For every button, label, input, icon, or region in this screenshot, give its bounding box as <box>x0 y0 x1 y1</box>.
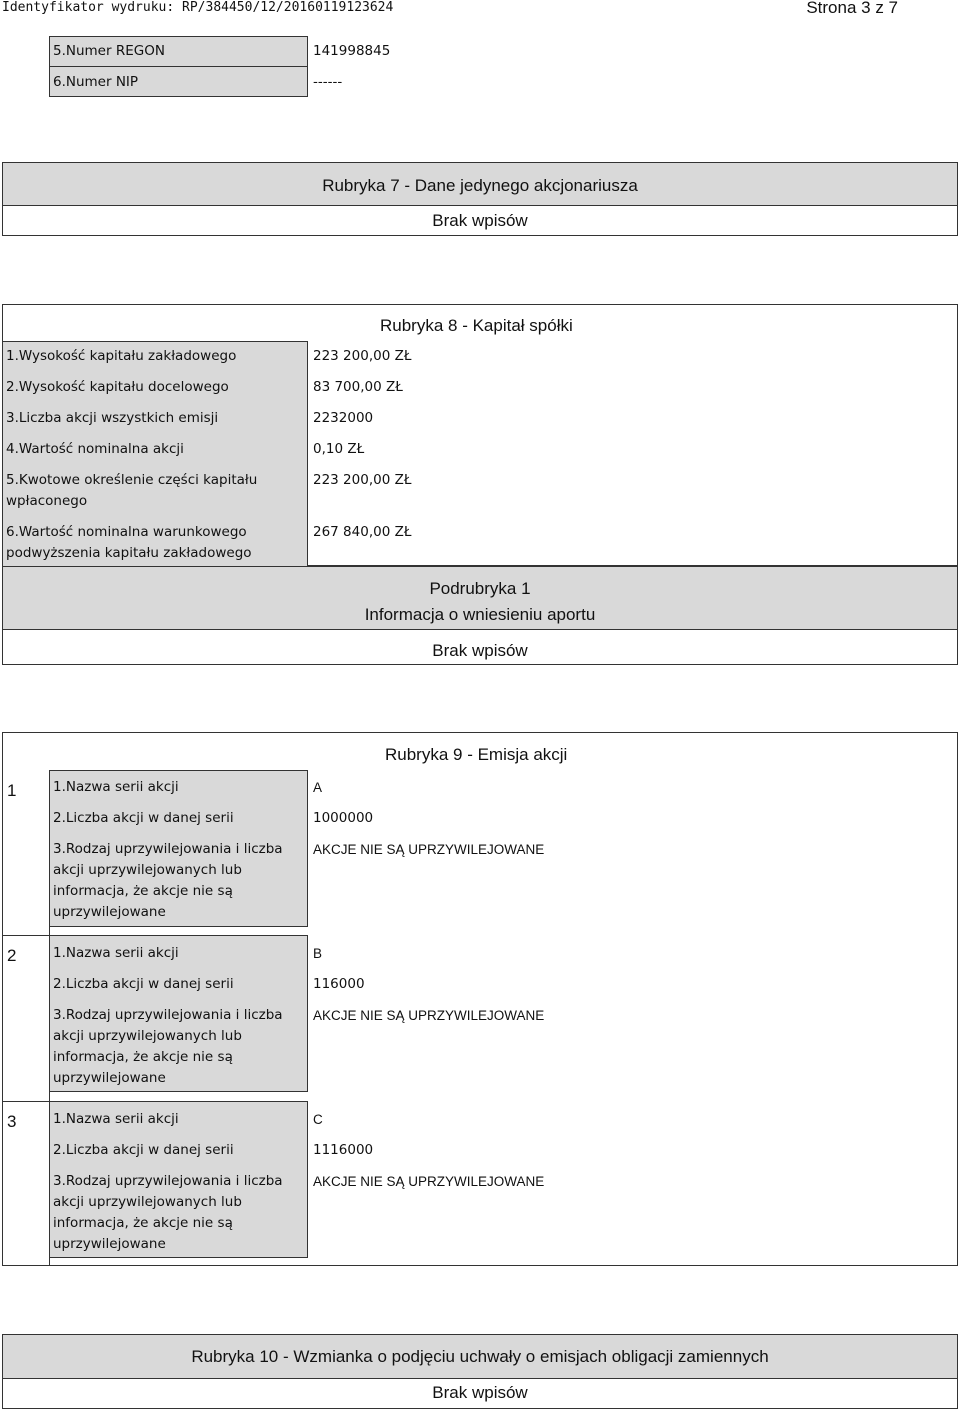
regon-label: 5.Numer REGON <box>53 43 165 59</box>
kapital-docelowy-value: 83 700,00 ZŁ <box>313 379 403 395</box>
series-3-number: 3 <box>7 1112 17 1131</box>
rubryka10-status: Brak wpisów <box>432 1383 528 1402</box>
kapital-docelowy-label: 2.Wysokość kapitału docelowego <box>6 379 229 395</box>
series-1-type-label: 3.Rodzaj uprzywilejowania i liczba akcji uprzywilejowanych lub informacja, że akcje nie są uprzywilejowane <box>53 841 283 920</box>
podrubryka1-title: Podrubryka 1 <box>429 579 531 598</box>
rubryka8-title: Rubryka 8 - Kapitał spółki <box>380 316 573 335</box>
series-2-type-label: 3.Rodzaj uprzywilejowania i liczba akcji uprzywilejowanych lub informacja, że akcje nie są uprzywilejowane <box>53 1007 283 1086</box>
series-2-count-value: 116000 <box>313 976 365 992</box>
series-3-type-value: AKCJE NIE SĄ UPRZYWILEJOWANE <box>313 1174 545 1189</box>
series-1-name-value: A <box>313 780 323 795</box>
series-1-count-value: 1000000 <box>313 810 374 826</box>
print-identifier: Identyfikator wydruku: RP/384450/12/20160119123624 <box>2 0 394 15</box>
series-1-count-label: 2.Liczba akcji w danej serii <box>53 810 234 826</box>
series-2-count-label: 2.Liczba akcji w danej serii <box>53 976 234 992</box>
series-1-type-value: AKCJE NIE SĄ UPRZYWILEJOWANE <box>313 842 545 857</box>
series-divider <box>2 1101 50 1102</box>
series-1-name-label: 1.Nazwa serii akcji <box>53 779 179 795</box>
rubryka7-status: Brak wpisów <box>432 211 528 230</box>
series-3-count-value: 1116000 <box>313 1142 374 1158</box>
kapital-zakladowy-label: 1.Wysokość kapitału zakładowego <box>6 348 237 364</box>
podrubryka1-subtitle: Informacja o wniesieniu aportu <box>364 605 596 624</box>
regon-value: 141998845 <box>313 43 391 59</box>
series-3-name-value: C <box>313 1112 323 1127</box>
page-number: Strona 3 z 7 <box>806 0 898 17</box>
rubryka9-title: Rubryka 9 - Emisja akcji <box>385 745 568 764</box>
wartosc-nominalna-value: 0,10 ZŁ <box>313 441 365 457</box>
rubryka7-title: Rubryka 7 - Dane jedynego akcjonariusza <box>322 176 638 195</box>
nip-value: ------ <box>313 74 343 90</box>
series-1-number: 1 <box>7 781 17 800</box>
kapital-wplacony-value: 223 200,00 ZŁ <box>313 472 412 488</box>
series-3-name-label: 1.Nazwa serii akcji <box>53 1111 179 1127</box>
series-2-number: 2 <box>7 946 17 965</box>
liczba-akcji-value: 2232000 <box>313 410 374 426</box>
series-2-type-value: AKCJE NIE SĄ UPRZYWILEJOWANE <box>313 1008 545 1023</box>
rubryka9-number-column <box>2 770 50 1266</box>
warunkowe-podwyzszenie-value: 267 840,00 ZŁ <box>313 524 412 540</box>
wartosc-nominalna-label: 4.Wartość nominalna akcji <box>6 441 184 457</box>
nip-label: 6.Numer NIP <box>53 74 139 90</box>
podrubryka1-status: Brak wpisów <box>432 641 528 660</box>
series-divider <box>2 935 50 936</box>
warunkowe-podwyzszenie-label: 6.Wartość nominalna warunkowego podwyższenia kapitału zakładowego <box>6 524 252 561</box>
series-2-name-label: 1.Nazwa serii akcji <box>53 945 179 961</box>
liczba-akcji-label: 3.Liczba akcji wszystkich emisji <box>6 410 219 426</box>
kapital-wplacony-label: 5.Kwotowe określenie części kapitału wpłaconego <box>6 472 258 509</box>
rubryka10-title: Rubryka 10 - Wzmianka o podjęciu uchwały o emisjach obligacji zamiennych <box>191 1347 769 1366</box>
series-2-name-value: B <box>313 946 323 961</box>
kapital-zakladowy-value: 223 200,00 ZŁ <box>313 348 412 364</box>
series-3-type-label: 3.Rodzaj uprzywilejowania i liczba akcji uprzywilejowanych lub informacja, że akcje nie są uprzywilejowane <box>53 1173 283 1252</box>
series-3-count-label: 2.Liczba akcji w danej serii <box>53 1142 234 1158</box>
